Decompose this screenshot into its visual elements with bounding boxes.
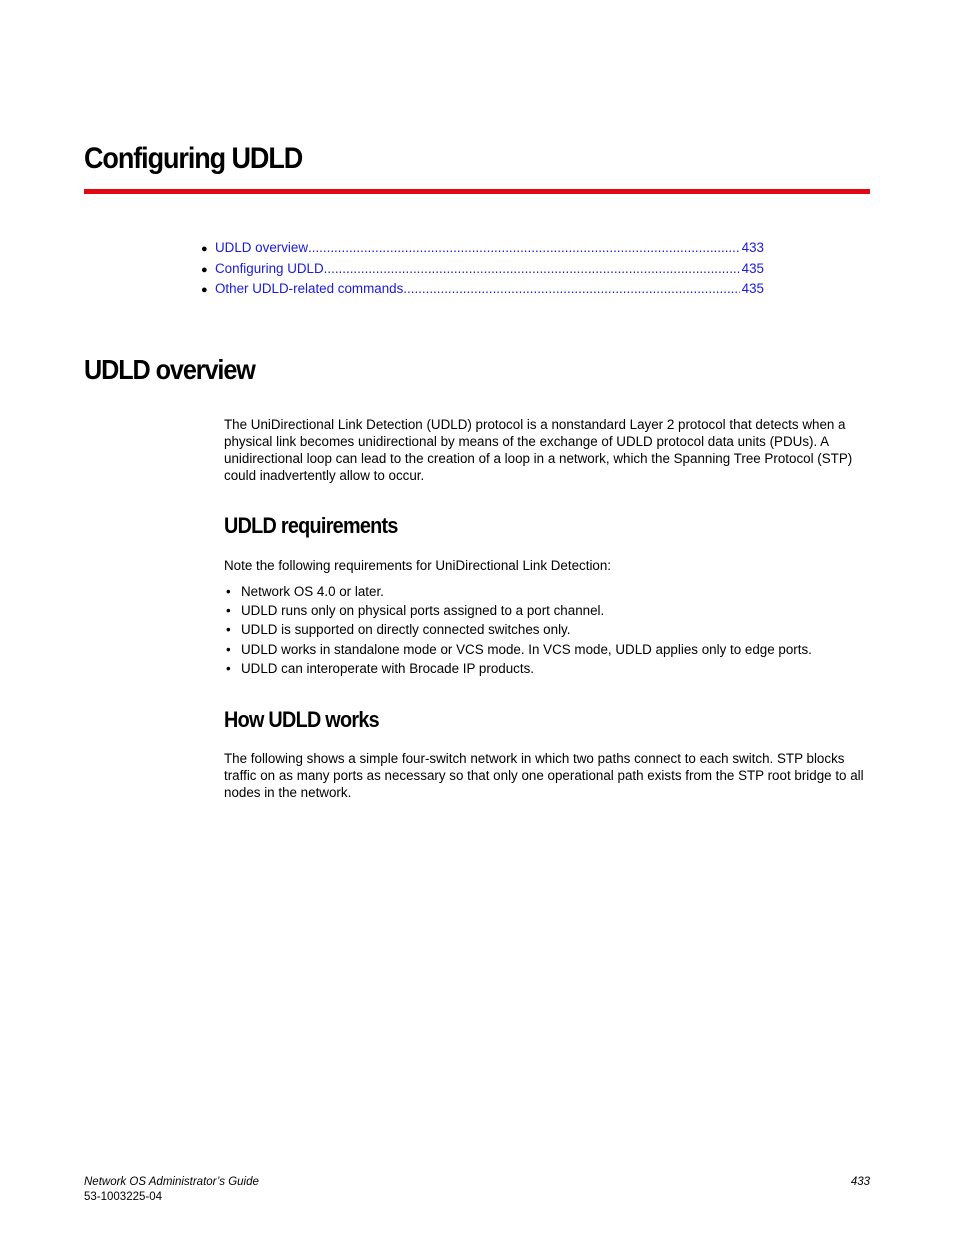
toc-bullet-icon: ● xyxy=(201,263,208,276)
bullet-icon: • xyxy=(226,660,231,676)
section-title-overview: UDLD overview xyxy=(84,354,255,385)
toc-leader-dots xyxy=(324,261,740,276)
list-item xyxy=(224,582,870,601)
footer-doc-number: 53-1003225-04 xyxy=(84,1191,163,1203)
toc-entry-label[interactable]: Other UDLD-related commands xyxy=(215,281,404,296)
footer-guide-title: Network OS Administrator’s Guide xyxy=(84,1176,259,1188)
list-item-text: UDLD is supported on directly connected switches only. xyxy=(241,622,571,638)
toc-entry[interactable] xyxy=(201,261,764,282)
list-item xyxy=(224,601,870,620)
list-item xyxy=(224,659,870,678)
toc-entry-label[interactable]: UDLD overview xyxy=(215,240,309,255)
bullet-icon: • xyxy=(226,584,231,599)
toc-entry[interactable] xyxy=(201,240,764,261)
how-works-paragraph: The following shows a simple four-switch network in which two paths connect to each switch. STP blocks traffic on as many ports as necessary so that only one operational path exists from the STP root bridge to all nodes in the network. xyxy=(224,751,864,800)
list-item-text: UDLD runs only on physical ports assigned to a port channel. xyxy=(241,603,605,619)
requirements-list xyxy=(224,582,870,678)
toc-entry-page[interactable]: 435 xyxy=(741,260,764,276)
requirements-intro: Note the following requirements for UniDirectional Link Detection: xyxy=(224,558,612,573)
list-item xyxy=(224,640,870,659)
toc-bullet-icon: ● xyxy=(201,243,208,255)
list-item xyxy=(224,620,870,639)
toc-leader-dots xyxy=(403,281,739,296)
bullet-icon: • xyxy=(226,603,231,619)
list-item-text: Network OS 4.0 or later. xyxy=(241,584,384,599)
toc-entry-page[interactable]: 433 xyxy=(741,240,764,255)
chapter-title-rule xyxy=(84,189,870,194)
toc-entry-page[interactable]: 435 xyxy=(741,281,764,296)
chapter-toc xyxy=(201,240,764,302)
toc-entry[interactable] xyxy=(201,281,764,302)
footer-page-number: 433 xyxy=(850,1176,870,1188)
overview-paragraph: The UniDirectional Link Detection (UDLD) protocol is a nonstandard Layer 2 protocol that detects when a physical link becomes unidirectional by means of the exchange of UDLD protocol data units (PDUs). A unidirectional loop can lead to the creation of a loop in a network, which the Spanning Tree Protocol (STP) could inadvertently allow to occur. xyxy=(224,417,853,483)
subsection-title-how-works: How UDLD works xyxy=(224,707,379,732)
chapter-title: Configuring UDLD xyxy=(84,142,303,175)
list-item-text: UDLD can interoperate with Brocade IP products. xyxy=(241,660,535,676)
toc-bullet-icon: ● xyxy=(201,284,208,296)
bullet-icon: • xyxy=(226,622,231,638)
list-item-text: UDLD works in standalone mode or VCS mode. In VCS mode, UDLD applies only to edge ports. xyxy=(241,641,812,657)
subsection-title-requirements: UDLD requirements xyxy=(224,513,398,538)
toc-entry-label[interactable]: Configuring UDLD xyxy=(215,260,324,276)
toc-leader-dots xyxy=(308,240,740,255)
bullet-icon: • xyxy=(226,641,231,657)
